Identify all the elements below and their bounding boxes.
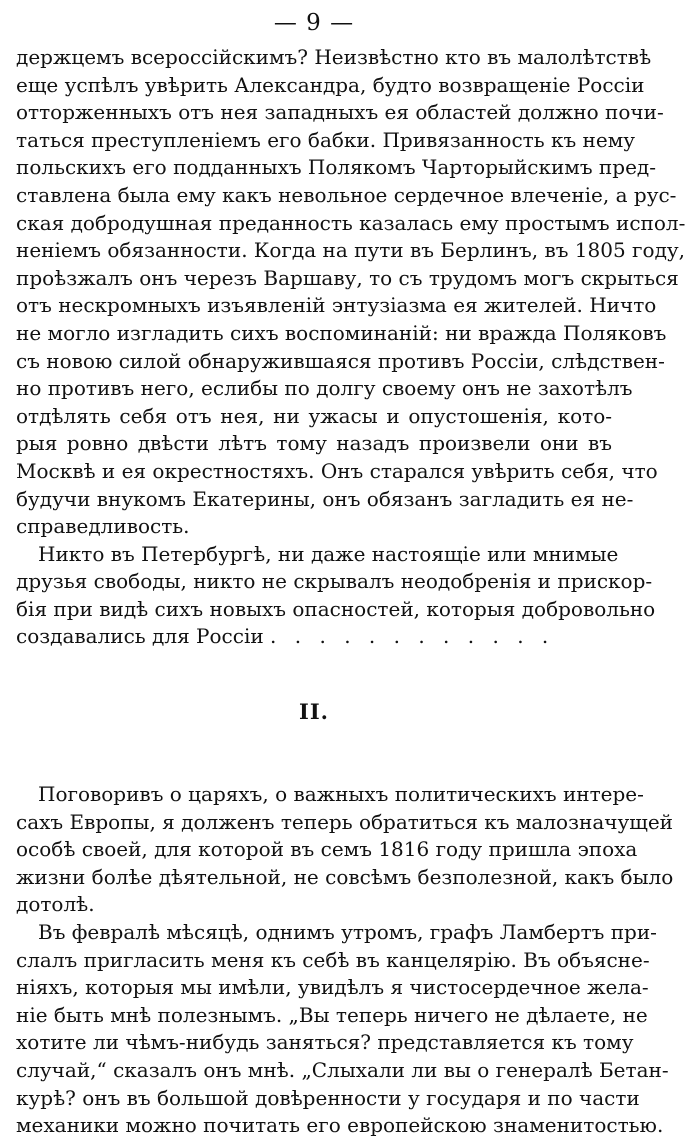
text-line: друзья свободы, никто не скрывалъ неодобренія и прискор- (16, 569, 653, 594)
text-line: проѣзжалъ онъ черезъ Варшаву, то съ трудомъ могъ скрыться (16, 265, 679, 290)
text-line: хотите ли чѣмъ-нибудь заняться? представляется къ тому (16, 1030, 634, 1055)
text-line: дотолѣ. (16, 892, 95, 917)
paragraph-3 (16, 781, 674, 919)
text-line: справедливость. (16, 514, 190, 539)
text-line: ніяхъ, которыя мы имѣли, увидѣлъ я чистосердечное жела- (16, 975, 649, 1000)
text-line-with-leader (16, 623, 612, 651)
paragraph-2 (16, 541, 656, 651)
document-page (16, 8, 685, 1140)
paragraph-4 (16, 919, 669, 1140)
text-line: сахъ Европы, я долженъ теперь обратиться къ малозначущей (16, 809, 674, 834)
spacer (16, 726, 612, 781)
text-line: ставлена была ему какъ невольное сердечное влеченіе, а рус- (16, 182, 677, 207)
paragraph-1 (16, 44, 685, 541)
text-line: Поговоривъ о царяхъ, о важныхъ политическихъ интере- (38, 782, 644, 807)
text-line: держцемъ всероссійскимъ? Неизвѣстно кто въ малолѣтствѣ (16, 45, 652, 69)
text-line: Никто въ Петербургѣ, ни даже настоящіе или мнимые (38, 541, 619, 566)
spacer (16, 651, 612, 698)
text-line: съ новою силой обнаружившаяся противъ Россіи, слѣдствен- (16, 348, 665, 373)
section-heading: II. (299, 699, 329, 725)
text-line: бія при видѣ сихъ новыхъ опасностей, которыя добровольно (16, 596, 656, 621)
text-line: не могло изгладить сихъ воспоминаній: ни вражда Поляковъ (16, 320, 667, 345)
text-line: Въ февралѣ мѣсяцѣ, однимъ утромъ, графъ Ламбертъ при- (38, 920, 657, 945)
text-line: особѣ своей, для которой въ семъ 1816 году пришла эпоха (16, 837, 638, 862)
text-line: таться преступленіемъ его бабки. Привязанность къ нему (16, 127, 636, 152)
text-line: случай,“ сказалъ онъ мнѣ. „Слыхали ли вы о генералѣ Бетан- (16, 1058, 669, 1082)
text-line: польскихъ его подданныхъ Полякомъ Чарторыйскимъ пред- (16, 155, 656, 180)
text-line: но противъ него, еслибы по долгу своему онъ не захотѣлъ (16, 376, 633, 401)
text-line: неніемъ обязанности. Когда на пути въ Берлинъ, въ 1805 году, (16, 238, 685, 263)
text-line: еще успѣлъ увѣрить Александра, будто возвращеніе Россіи (16, 72, 645, 97)
text-line: слалъ пригласить меня къ себѣ въ канцелярію. Въ объясне- (16, 947, 650, 972)
text-line: будучи внукомъ Екатерины, онъ обязанъ загладить ея не- (16, 486, 634, 511)
text-line: ніе быть мнѣ полезнымъ. „Вы теперь ничего не дѣлаете, не (16, 1002, 648, 1027)
text-line: ская добродушная преданность казалась ему простымъ испол- (16, 210, 685, 235)
text-line: механики можно почитать его европейскою знаменитостью. (16, 1113, 664, 1138)
page-number: — 9 — (273, 10, 355, 36)
leader-dots: . . . . . . . . . . . . (270, 624, 555, 649)
text-line: отторженныхъ отъ нея западныхъ ея областей должно почи- (16, 100, 664, 125)
text-line: отъ нескромныхъ изъявленій энтузіазма ея жителей. Ничто (16, 293, 657, 318)
text-line: отдѣлять себя отъ нея, ни ужасы и опустошенія, кото- (16, 403, 612, 428)
text-line: Москвѣ и ея окрестностяхъ. Онъ старался увѣрить себя, что (16, 458, 658, 483)
text-line: рыя ровно двѣсти лѣтъ тому назадъ произвели они въ (16, 431, 612, 456)
text-line: курѣ? онъ въ большой довѣренности у государя и по части (16, 1085, 640, 1110)
text-line: жизни болѣе дѣятельной, не совсѣмъ безполезной, какъ было (16, 864, 674, 889)
text-fragment: создавались для Россіи (16, 624, 264, 649)
